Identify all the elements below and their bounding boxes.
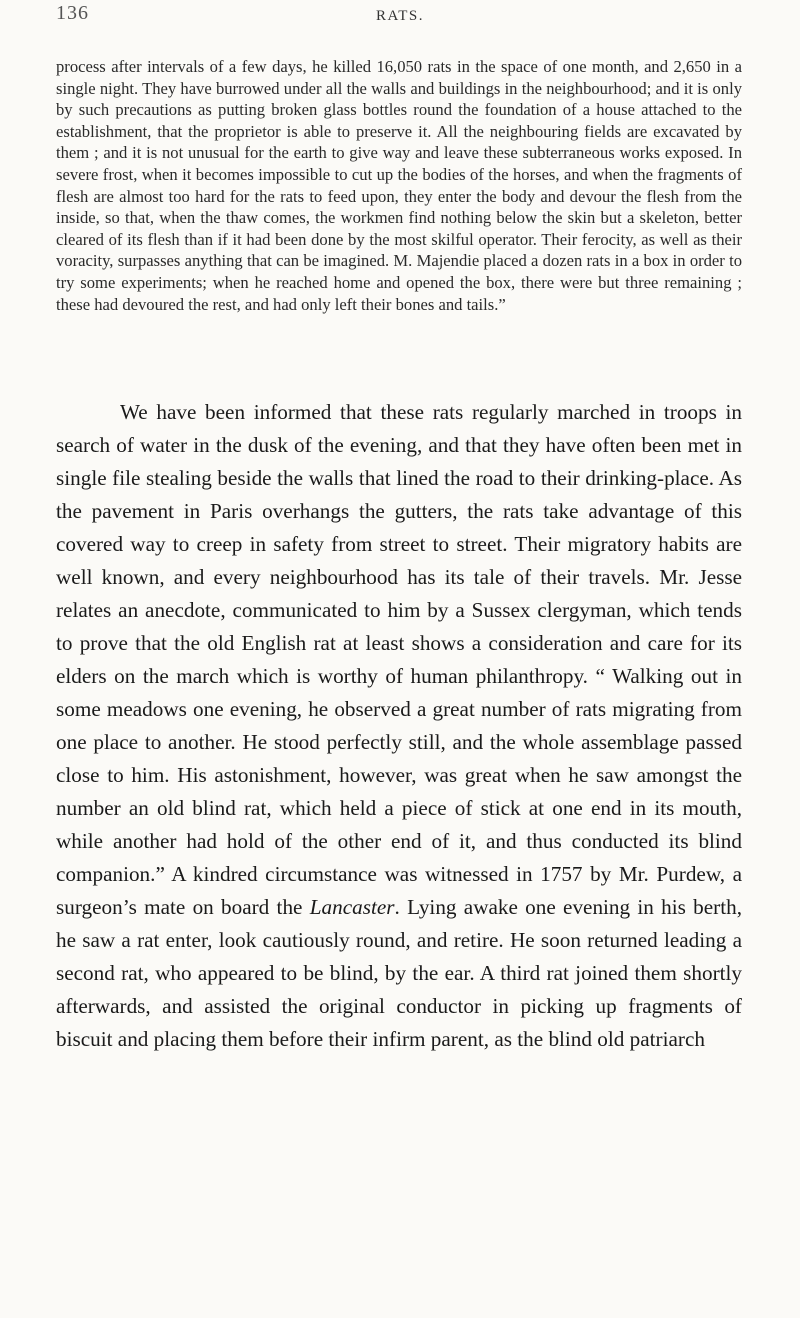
main-paragraph <box>56 396 742 1056</box>
ship-name: Lancaster <box>309 895 395 919</box>
quoted-passage: process after intervals of a few days, he killed 16,050 rats in the space of one month, and 2,650 in a single night. They have burrowed under all the walls and buildings in the neighbourhood; and it is only by such precautions as putting broken glass bottles round the foundation of a house attached to the establishment, that the proprietor is able to preserve it. All the neighbouring fields are excavated by them ; and it is not unusual for the earth to give way and leave these subterraneous works exposed. In severe frost, when it becomes impossible to cut up the bodies of the horses, and when the fragments of flesh are almost too hard for the rats to feed upon, they enter the body and devour the flesh from the inside, so that, when the thaw comes, the workmen find nothing below the skin but a skeleton, better cleared of its flesh than if it had been done by the most skilful operator. Their ferocity, as well as their voracity, surpasses anything that can be imagined. M. Majendie placed a dozen rats in a box in order to try some experiments; when he reached home and opened the box, there were but three remaining ; these had devoured the rest, and had only left their bones and tails.” <box>56 57 742 314</box>
running-title: RATS. <box>376 8 424 24</box>
page-number: 136 <box>56 2 89 24</box>
main-paragraph-text: We have been informed that these rats regularly marched in troops in search of water in the dusk of the evening, and that they have often been met in single file stealing beside the walls that lined the road to their drinking-place. As the pavement in Paris overhangs the gutters, the rats take advantage of this covered way to creep in safety from street to street. Their migratory habits are well known, and every neighbourhood has its tale of their travels. Mr. Jesse relates an anecdote, communicated to him by a Sussex clergyman, which tends to prove that the old English rat at least shows a consideration and care for its elders on the march which is worthy of human philanthropy. “ Walking out in some meadows one evening, he observed a great number of rats migrating from one place to another. He stood perfectly still, and the whole assemblage passed close to him. His astonishment, however, was great when he saw amongst the number an old blind rat, which held a piece of stick at one end in its mouth, while another had hold of the other end of it, and thus conducted its blind companion.” A kindred circumstance was witnessed in 1757 by Mr. Purdew, a surgeon’s mate on board the <box>56 400 742 919</box>
main-paragraph-continuation: . Lying awake one evening in his berth, he saw a rat enter, look cautiously round, and retire. He soon returned leading a second rat, who appeared to be blind, by the ear. A third rat joined them shortly afterwards, and assisted the original conductor in picking up fragments of biscuit and placing them before their infirm parent, as the blind old patriarch <box>56 895 742 1051</box>
